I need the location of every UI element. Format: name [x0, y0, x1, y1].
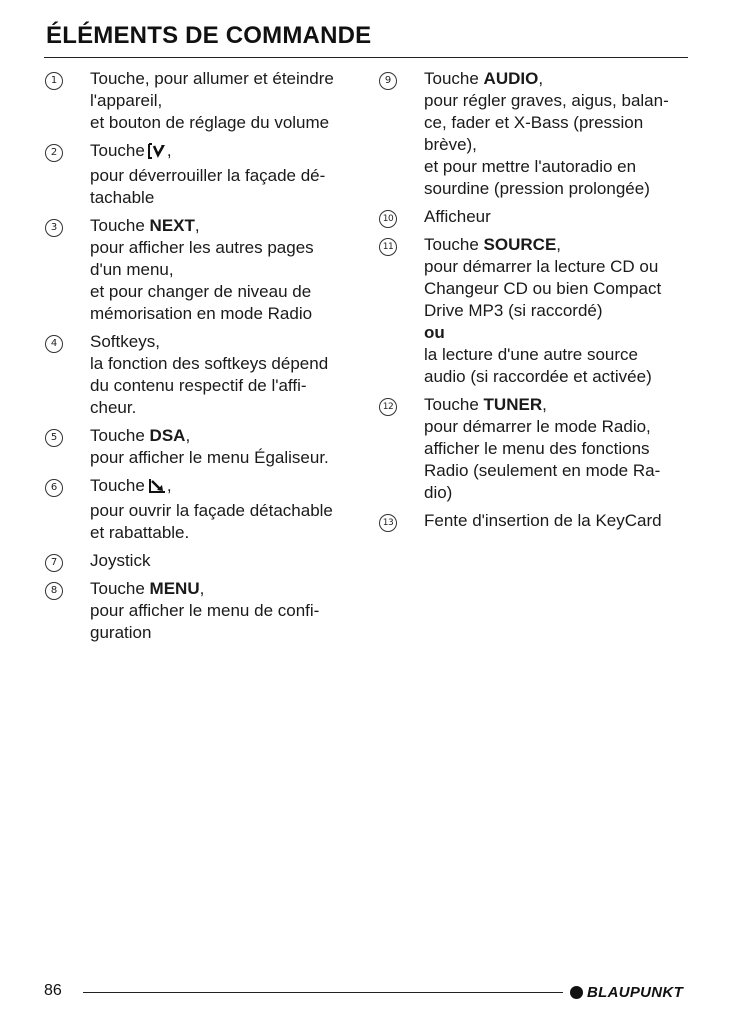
item-number: 2: [45, 144, 63, 162]
item-prefix: Touche: [90, 426, 150, 445]
item-keyword: NEXT: [149, 216, 195, 235]
item-line: Afficheur: [424, 207, 491, 226]
item-line: Drive MP3 (si raccordé): [424, 301, 603, 320]
item-line: mémorisation en mode Radio: [90, 304, 313, 323]
list-item: [44, 140, 356, 209]
item-suffix: ,: [166, 476, 172, 495]
item-number: 12: [379, 398, 397, 416]
item-prefix: Touche: [90, 579, 150, 598]
item-number: 7: [45, 554, 63, 572]
unlock-faceplate-icon: [147, 143, 167, 165]
item-line: pour déverrouiller la façade dé-: [90, 166, 326, 185]
item-line: pour démarrer le mode Radio,: [424, 417, 651, 436]
item-number: 10: [379, 210, 397, 228]
item-prefix: Touche: [90, 141, 145, 160]
item-prefix: Touche: [424, 395, 484, 414]
item-suffix: ,: [199, 579, 205, 598]
item-line: pour afficher les autres pages: [90, 238, 314, 257]
item-line: et pour mettre l'autoradio en: [424, 157, 637, 176]
item-suffix: ,: [538, 69, 544, 88]
item-line: cheur.: [90, 398, 137, 417]
footer-divider: [83, 992, 563, 993]
item-suffix: ,: [556, 235, 562, 254]
item-line: dio): [424, 483, 453, 502]
list-item: [44, 475, 356, 544]
item-line: Fente d'insertion de la KeyCard: [424, 511, 662, 530]
item-line: l'appareil,: [90, 91, 163, 110]
item-line: et rabattable.: [90, 523, 190, 542]
list-item: [44, 331, 356, 419]
list-item: [44, 578, 356, 644]
item-number: 1: [45, 72, 63, 90]
item-line: audio (si raccordée et activée): [424, 367, 652, 386]
title-divider: [44, 57, 688, 58]
item-prefix: Touche: [424, 235, 484, 254]
item-line: la fonction des softkeys dépend: [90, 354, 329, 373]
item-line: du contenu respectif de l'affi-: [90, 376, 307, 395]
item-number: 13: [379, 514, 397, 532]
item-suffix: ,: [185, 426, 191, 445]
brand-name: BLAUPUNKT: [587, 983, 684, 1001]
item-suffix: ,: [166, 141, 172, 160]
item-keyword: TUNER: [483, 395, 543, 414]
list-item: [378, 234, 690, 388]
item-suffix: ,: [542, 395, 547, 414]
item-number: 8: [45, 582, 63, 600]
item-line: Softkeys,: [90, 332, 160, 351]
item-keyword: MENU: [149, 579, 200, 598]
column-right: [378, 68, 690, 538]
item-number: 3: [45, 219, 63, 237]
list-item: [44, 68, 356, 134]
item-line: brève),: [424, 135, 477, 154]
item-line: ce, fader et X-Bass (pression: [424, 113, 644, 132]
list-item: [44, 425, 356, 469]
item-line: guration: [90, 623, 152, 642]
item-line: pour régler graves, aigus, balan-: [424, 91, 669, 110]
logo-dot-icon: [570, 986, 583, 999]
item-line: Touche, pour allumer et éteindre: [90, 69, 334, 88]
item-keyword: DSA: [149, 426, 186, 445]
item-line: afficher le menu des fonctions: [424, 439, 650, 458]
item-line: et bouton de réglage du volume: [90, 113, 330, 132]
item-line: sourdine (pression prolongée): [424, 179, 650, 198]
item-line: tachable: [90, 188, 155, 207]
column-left: [44, 68, 356, 650]
item-line: pour démarrer la lecture CD ou: [424, 257, 659, 276]
list-item: [378, 394, 690, 504]
item-line: d'un menu,: [90, 260, 174, 279]
item-line: Radio (seulement en mode Ra-: [424, 461, 661, 480]
item-suffix: ,: [194, 216, 200, 235]
brand-logo: [570, 983, 683, 1001]
item-keyword: SOURCE: [483, 235, 557, 254]
item-number: 4: [45, 335, 63, 353]
item-line: la lecture d'une autre source: [424, 345, 638, 364]
list-item: [44, 215, 356, 325]
page-number: 86: [44, 982, 62, 999]
list-item: [378, 68, 690, 200]
item-line: pour afficher le menu Égaliseur.: [90, 448, 329, 467]
item-number: 6: [45, 479, 63, 497]
item-line-or: ou: [424, 323, 445, 342]
item-line: et pour changer de niveau de: [90, 282, 312, 301]
item-line: pour ouvrir la façade détachable: [90, 501, 333, 520]
item-line: Joystick: [90, 551, 151, 570]
item-line: pour afficher le menu de confi-: [90, 601, 320, 620]
item-prefix: Touche: [90, 216, 150, 235]
item-number: 5: [45, 429, 63, 447]
item-prefix: Touche: [90, 476, 145, 495]
item-prefix: Touche: [424, 69, 484, 88]
list-item: [378, 510, 690, 532]
item-number: 11: [379, 238, 397, 256]
open-faceplate-icon: [147, 478, 167, 500]
item-number: 9: [379, 72, 397, 90]
item-line: Changeur CD ou bien Compact: [424, 279, 662, 298]
list-item: [44, 550, 356, 572]
item-keyword: AUDIO: [483, 69, 539, 88]
list-item: [378, 206, 690, 228]
page-title: ÉLÉMENTS DE COMMANDE: [46, 22, 372, 49]
